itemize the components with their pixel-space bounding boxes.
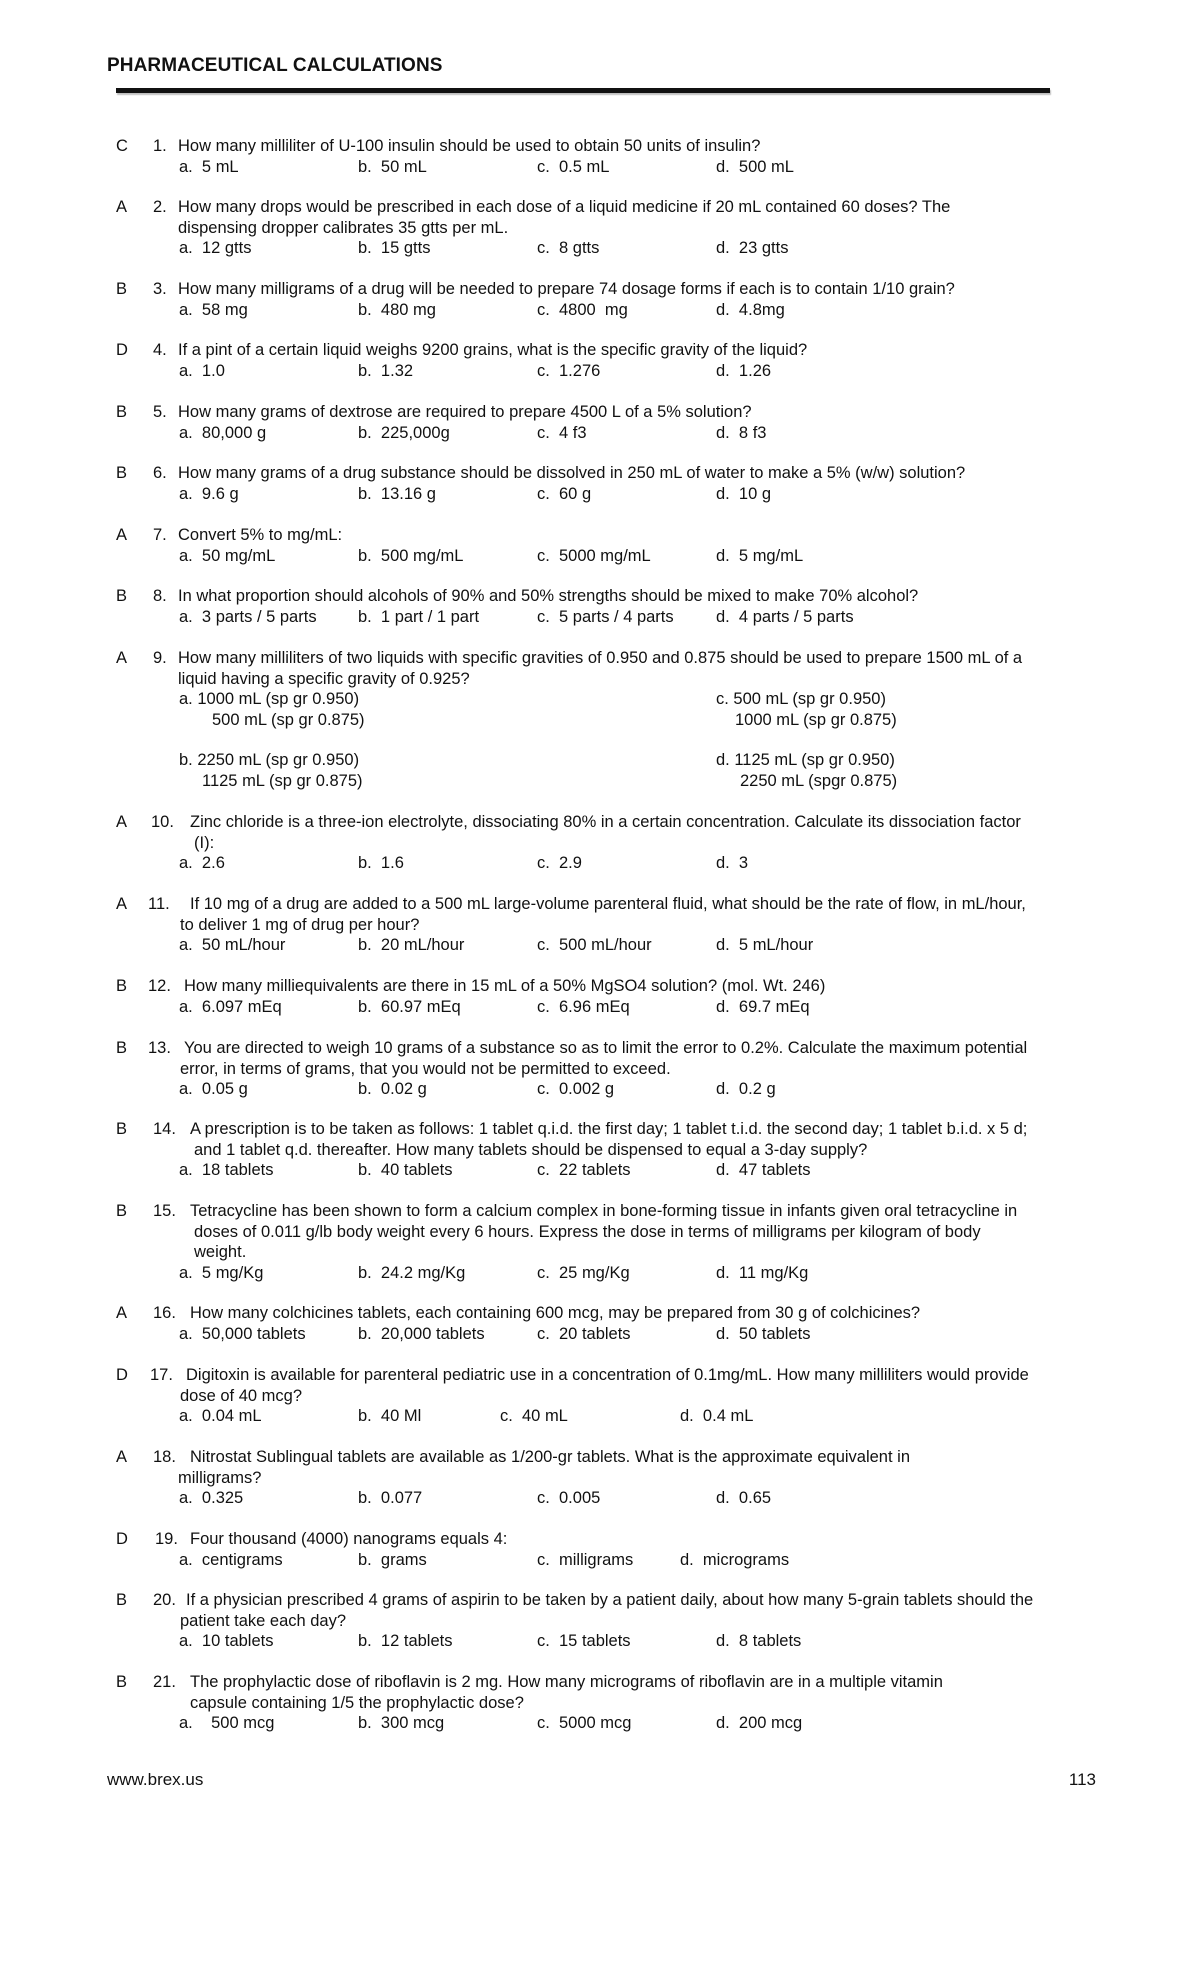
question-stem-line: Four thousand (4000) nanograms equals 4: xyxy=(190,1530,508,1548)
question-stem-line: How many milliliter of U-100 insulin should be used to obtain 50 units of insulin? xyxy=(178,137,761,155)
question-number: 7. xyxy=(153,526,167,544)
answer-option: c. 4 f3 xyxy=(537,423,587,442)
question-number: 9. xyxy=(153,649,167,667)
question-number: 13. xyxy=(148,1039,171,1057)
answer-key: B xyxy=(116,464,128,482)
answer-option: c. 0.5 mL xyxy=(537,157,610,176)
answer-key: B xyxy=(116,587,128,605)
answer-option: d. 4 parts / 5 parts xyxy=(716,607,854,626)
answer-option: d. 47 tablets xyxy=(716,1161,811,1179)
answer-option: b. 1 part / 1 part xyxy=(358,607,480,626)
question-stem-line: If a pint of a certain liquid weighs 9200 grains, what is the specific gravity of the liquid? xyxy=(178,341,808,359)
answer-key: B xyxy=(116,1591,128,1609)
answer-option: b. 12 tablets xyxy=(358,1632,453,1650)
answer-option: d. 5 mL/hour xyxy=(716,936,814,954)
answer-option: a. 1.0 xyxy=(179,361,225,380)
answer-option: c. 4800 mg xyxy=(537,300,628,319)
question-stem-line: liquid having a specific gravity of 0.925? xyxy=(178,669,470,688)
question-stem-line: If 10 mg of a drug are added to a 500 mL large-volume parenteral fluid, what should be the rate of flow, in mL/hour, xyxy=(190,895,1026,913)
question-number: 4. xyxy=(153,341,167,359)
answer-option: a. 18 tablets xyxy=(179,1161,274,1179)
question-number: 2. xyxy=(153,198,167,216)
answer-option: d. 50 tablets xyxy=(716,1324,811,1343)
answer-key: B xyxy=(116,1202,128,1220)
answer-key: A xyxy=(116,895,128,913)
answer-option: c. 2.9 xyxy=(537,854,582,872)
answer-option: d. 500 mL xyxy=(716,157,794,176)
answer-option-line: 1000 mL (sp gr 0.875) xyxy=(735,710,897,729)
question-stem-line: A prescription is to be taken as follows: 1 tablet q.i.d. the first day; 1 tablet t.i.d. the second day; 1 tablet b.i.d. x 5 d; xyxy=(190,1120,1028,1138)
answer-option-line: 500 mL (sp gr 0.875) xyxy=(212,710,365,729)
question-stem-line: How many milligrams of a drug will be needed to prepare 74 dosage forms if each is to contain 1/10 grain? xyxy=(178,280,955,298)
answer-option: a. 5 mL xyxy=(179,157,239,176)
answer-option: c. 25 mg/Kg xyxy=(537,1263,630,1282)
answer-key: D xyxy=(116,1530,128,1548)
question-stem-line: In what proportion should alcohols of 90% and 50% strengths should be mixed to make 70% alcohol? xyxy=(178,587,919,605)
answer-option: a. 12 gtts xyxy=(179,239,252,257)
question-number: 3. xyxy=(153,280,167,298)
answer-option: b. 0.02 g xyxy=(358,1080,427,1098)
answer-key: B xyxy=(116,1120,128,1138)
answer-option: c. 15 tablets xyxy=(537,1632,631,1650)
answer-option: b. 1.32 xyxy=(358,361,414,380)
question-stem-line: patient take each day? xyxy=(180,1611,347,1630)
question-number: 21. xyxy=(153,1673,176,1691)
answer-option: c. 500 mL (sp gr 0.950) xyxy=(716,690,886,708)
question-number: 17. xyxy=(150,1366,173,1384)
answer-key: D xyxy=(116,1366,128,1384)
question-stem-line: and 1 tablet q.d. thereafter. How many tablets should be dispensed to equal a 3-day supply? xyxy=(194,1140,868,1159)
question-stem-line: weight. xyxy=(194,1243,247,1261)
question-stem-line: How many milliequivalents are there in 15 mL of a 50% MgSO4 solution? (mol. Wt. 246) xyxy=(184,977,826,995)
answer-option: d. 10 g xyxy=(716,484,772,503)
answer-key: B xyxy=(116,977,128,995)
answer-key: A xyxy=(116,813,128,831)
answer-option: c. 22 tablets xyxy=(537,1161,631,1179)
answer-option: b. 15 gtts xyxy=(358,239,431,257)
answer-option: d. 200 mcg xyxy=(716,1714,803,1732)
question-stem-line: You are directed to weigh 10 grams of a substance so as to limit the error to 0.2%. Calculate the maximum potential xyxy=(184,1039,1028,1057)
answer-option: c. milligrams xyxy=(537,1550,634,1569)
question-number: 11. xyxy=(148,895,170,913)
answer-option: a. 10 tablets xyxy=(179,1632,274,1650)
answer-option: a. 3 parts / 5 parts xyxy=(179,607,317,626)
answer-option: a. 5 mg/Kg xyxy=(179,1263,264,1282)
answer-option: c. 1.276 xyxy=(537,361,601,380)
question-number: 16. xyxy=(153,1304,176,1322)
answer-option: a. 1000 mL (sp gr 0.950) xyxy=(179,690,360,708)
question-number: 12. xyxy=(148,977,171,995)
answer-option: b. 500 mg/mL xyxy=(358,546,464,565)
question-number: 6. xyxy=(153,464,167,482)
question-stem-line: Zinc chloride is a three-ion electrolyte, dissociating 80% in a certain concentration. Calculate its dissociation factor xyxy=(190,813,1021,831)
question-stem-line: If a physician prescribed 4 grams of aspirin to be taken by a patient daily, about how many 5-grain tablets should the xyxy=(186,1591,1034,1609)
answer-option: a. 0.05 g xyxy=(179,1080,248,1098)
answer-option: c. 40 mL xyxy=(500,1407,568,1425)
question-number: 18. xyxy=(153,1448,176,1466)
answer-key: B xyxy=(116,1039,128,1057)
question-number: 20. xyxy=(153,1591,176,1609)
answer-option: d. 0.4 mL xyxy=(680,1407,754,1425)
answer-option: b. 225,000g xyxy=(358,423,450,442)
question-stem-line: dose of 40 mcg? xyxy=(180,1386,302,1405)
question-stem-line: The prophylactic dose of riboflavin is 2 mg. How many micrograms of riboflavin are in a multiple vitamin xyxy=(190,1673,943,1691)
answer-option: c. 5000 mg/mL xyxy=(537,546,651,565)
answer-key: B xyxy=(116,403,128,421)
answer-option: b. 40 Ml xyxy=(358,1407,422,1425)
answer-option: b. 2250 mL (sp gr 0.950) xyxy=(179,751,360,769)
answer-option: d. 23 gtts xyxy=(716,239,789,257)
answer-option: d. 0.2 g xyxy=(716,1080,776,1098)
answer-option: b. 300 mcg xyxy=(358,1714,445,1732)
page-header-title: PHARMACEUTICAL CALCULATIONS xyxy=(107,55,443,76)
question-stem-line: Convert 5% to mg/mL: xyxy=(178,526,343,544)
question-stem-line: (I): xyxy=(194,833,215,852)
answer-option: c. 0.002 g xyxy=(537,1080,615,1098)
answer-option: b. 50 mL xyxy=(358,157,427,176)
footer-site: www.brex.us xyxy=(107,1770,204,1789)
answer-option: b. 13.16 g xyxy=(358,484,436,503)
answer-option: c. 500 mL/hour xyxy=(537,936,652,954)
question-stem-line: Nitrostat Sublingual tablets are available as 1/200-gr tablets. What is the approximate equivalent in xyxy=(190,1448,910,1466)
answer-option: d. 1125 mL (sp gr 0.950) xyxy=(716,751,895,769)
answer-option: d. 1.26 xyxy=(716,361,772,380)
answer-option: a. 58 mg xyxy=(179,300,248,319)
answer-option: d. 8 tablets xyxy=(716,1632,802,1650)
question-stem-line: Tetracycline has been shown to form a calcium complex in bone-forming tissue in infants given oral tetracycline in xyxy=(190,1202,1018,1220)
question-stem-line: How many milliliters of two liquids with specific gravities of 0.950 and 0.875 should be used to prepare 1500 mL of a xyxy=(178,649,1023,667)
answer-option: d. 69.7 mEq xyxy=(716,997,810,1016)
answer-key: B xyxy=(116,1673,128,1691)
answer-option: a. centigrams xyxy=(179,1550,283,1569)
answer-option: b. grams xyxy=(358,1550,427,1569)
answer-option: a. 2.6 xyxy=(179,854,225,872)
answer-option: d. 11 mg/Kg xyxy=(716,1263,809,1282)
answer-option: a. 6.097 mEq xyxy=(179,997,282,1016)
answer-option: b. 40 tablets xyxy=(358,1161,453,1179)
answer-option: c. 5 parts / 4 parts xyxy=(537,607,674,626)
answer-option: d. 4.8mg xyxy=(716,300,785,319)
answer-option: b. 480 mg xyxy=(358,300,436,319)
question-number: 19. xyxy=(155,1530,178,1548)
question-stem-line: error, in terms of grams, that you would not be permitted to exceed. xyxy=(180,1059,671,1078)
answer-option: c. 6.96 mEq xyxy=(537,997,630,1016)
answer-option: c. 20 tablets xyxy=(537,1324,631,1343)
question-stem-line: dispensing dropper calibrates 35 gtts per mL. xyxy=(178,218,509,237)
answer-option: b. 20,000 tablets xyxy=(358,1324,485,1343)
question-number: 14. xyxy=(153,1120,176,1138)
question-number: 10. xyxy=(151,813,174,831)
answer-option: d. 8 f3 xyxy=(716,423,767,442)
answer-option: a. 0.325 xyxy=(179,1489,244,1507)
question-stem-line: How many grams of a drug substance should be dissolved in 250 mL of water to make a 5% (w/w) solution? xyxy=(178,464,966,482)
answer-option: a. 9.6 g xyxy=(179,484,239,503)
footer-page-number: 113 xyxy=(1068,1770,1096,1789)
answer-key: B xyxy=(116,280,128,298)
question-stem-line: How many grams of dextrose are required to prepare 4500 L of a 5% solution? xyxy=(178,403,752,421)
answer-key: A xyxy=(116,1304,128,1322)
question-stem-line: milligrams? xyxy=(178,1468,262,1487)
answer-option-line: 2250 mL (spgr 0.875) xyxy=(740,771,898,790)
answer-key: D xyxy=(116,341,128,359)
question-stem-line: Digitoxin is available for parenteral pediatric use in a concentration of 0.1mg/mL. How many milliliters would provide xyxy=(186,1366,1029,1384)
answer-option: a. 50,000 tablets xyxy=(179,1324,306,1343)
answer-option: d. micrograms xyxy=(680,1550,790,1569)
question-number: 15. xyxy=(153,1202,176,1220)
question-stem-line: to deliver 1 mg of drug per hour? xyxy=(180,915,420,934)
answer-option: c. 8 gtts xyxy=(537,239,600,257)
answer-option: a. 500 mcg xyxy=(179,1714,275,1732)
answer-option: a. 50 mg/mL xyxy=(179,546,276,565)
question-stem-line: How many drops would be prescribed in each dose of a liquid medicine if 20 mL contained 60 doses? The xyxy=(178,198,951,216)
answer-option: a. 80,000 g xyxy=(179,423,267,442)
answer-option: d. 5 mg/mL xyxy=(716,546,804,565)
answer-option: d. 0.65 xyxy=(716,1489,772,1507)
answer-key: A xyxy=(116,198,128,216)
question-number: 1. xyxy=(153,137,167,155)
question-number: 5. xyxy=(153,403,167,421)
answer-key: A xyxy=(116,1448,128,1466)
answer-option: b. 20 mL/hour xyxy=(358,936,465,954)
answer-option: c. 60 g xyxy=(537,484,592,503)
answer-option: b. 1.6 xyxy=(358,854,404,872)
answer-option: b. 0.077 xyxy=(358,1489,423,1507)
answer-option: c. 0.005 xyxy=(537,1489,601,1507)
answer-option: b. 60.97 mEq xyxy=(358,997,461,1016)
answer-key: A xyxy=(116,526,128,544)
answer-option: b. 24.2 mg/Kg xyxy=(358,1263,466,1282)
answer-key: A xyxy=(116,649,128,667)
question-stem-line: capsule containing 1/5 the prophylactic dose? xyxy=(190,1693,524,1712)
answer-option-line: 1125 mL (sp gr 0.875) xyxy=(202,771,363,790)
question-stem-line: How many colchicines tablets, each containing 600 mcg, may be prepared from 30 g of colchicines? xyxy=(190,1304,921,1322)
answer-key: C xyxy=(116,137,128,155)
question-number: 8. xyxy=(153,587,167,605)
answer-option: a. 0.04 mL xyxy=(179,1407,262,1425)
answer-option: a. 50 mL/hour xyxy=(179,936,286,954)
answer-option: c. 5000 mcg xyxy=(537,1714,632,1732)
answer-option: d. 3 xyxy=(716,854,749,872)
question-stem-line: doses of 0.011 g/lb body weight every 6 hours. Express the dose in terms of milligrams per kilogram of body xyxy=(194,1222,981,1241)
